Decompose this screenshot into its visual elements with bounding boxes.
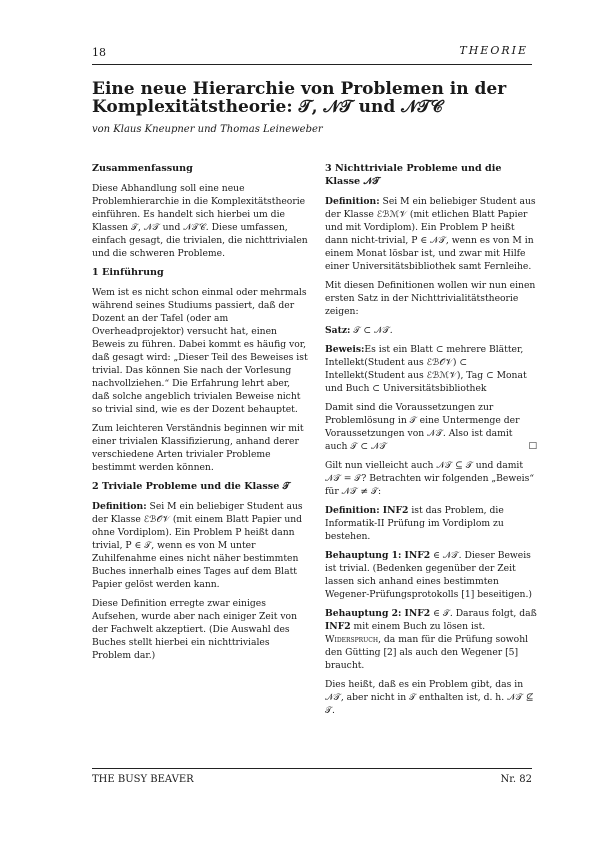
paragraph: Diese Definition erregte zwar einiges Aufsehen, wurde aber nach einiger Zeit von der Fachwelt akzeptiert. (Die Auswahl des Buches stellt hierbei ein nichttriviales Problem dar.) — [92, 598, 297, 661]
theorem — [325, 324, 537, 337]
definition-text: ist das Problem, die Informatik-II Prüfung im Vordiplom zu bestehen. — [325, 505, 504, 542]
left-column — [92, 162, 308, 668]
journal-name: THE BUSY BEAVER — [92, 774, 194, 785]
theorem-text: 𝒯 ⊂ 𝒩𝒯. — [350, 325, 393, 336]
claim-paragraph — [325, 549, 537, 601]
theorem-label: Satz: — [325, 325, 351, 336]
proof-label: Beweis: — [325, 344, 365, 355]
right-column — [325, 162, 537, 723]
definition-label: Definition: INF2 — [325, 505, 409, 516]
header-rule — [92, 64, 532, 65]
claim-term: INF2 — [325, 621, 351, 632]
definition-paragraph — [92, 500, 308, 591]
claim-text: ∈ 𝒩𝒯. Dieser Beweis ist trivial. (Bedenken gegenüber der Zeit lassen sich anhand eines bestimmten Wegener-Prüfungsprotokolls [1] beseitigen.) — [325, 550, 532, 600]
page-number: 18 — [92, 46, 106, 59]
paragraph: Zum leichteren Verständnis beginnen wir mit einer trivialen Klassifizierung, anhand derer verschiedene Arten trivialer Probleme bestimmt werden können. — [92, 423, 304, 473]
paragraph: Wem ist es nicht schon einmal oder mehrmals während seines Studiums passiert, daß der Dozent an der Tafel (oder am Overheadprojektor) versucht hat, einen Beweis zu führen. Dabei kommt es häufig vor, daß gesagt wird: „Dieser Teil des Beweises ist trivial. Das können Sie nach der Vorlesung nachvollziehen.“ Die Erfahrung lehrt aber, daß solche angeblich trivialen Beweise nicht so trivial sind, wie es der Dozent behauptet. — [92, 287, 308, 415]
claim-text: mit einem Buch zu lösen ist. — [350, 621, 486, 632]
footer-rule — [92, 768, 532, 769]
section-heading: 3 Nichttriviale Probleme und die Klasse 𝒩𝒯 — [325, 163, 502, 187]
section-heading: Zusammenfassung — [92, 163, 193, 174]
claim-paragraph — [325, 607, 537, 672]
section-heading: 1 Einführung — [92, 267, 164, 278]
claim-label: Behauptung 2: INF2 — [325, 608, 431, 619]
definition-text: Sei M ein beliebiger Student aus der Klasse ℰℬ𝒪𝒱 (mit einem Blatt Papier und ohne Vordiplom). Ein Problem P heißt dann trivial, P ∈ 𝒯, wenn es von M unter Zuhilfenahme eines nicht näher bestimmten Buches innerhalb eines Tages auf dem Blatt Papier gelöst werden kann. — [92, 501, 303, 590]
proof-text: Es ist ein Blatt ⊂ mehrere Blätter, Intellekt(Student aus ℰℬ𝒪𝒱) ⊂ Intellekt(Student aus ℰℬℳ𝒱), Tag ⊂ Monat und Buch ⊂ Universitätsbibliothek — [325, 344, 527, 394]
claim-text: , da man für die Prüfung sowohl den Gütting [2] als auch den Wegener [5] braucht. — [325, 634, 529, 671]
qed-symbol: □ — [528, 441, 537, 451]
page-header — [92, 44, 528, 64]
paragraph: Dies heißt, daß es ein Problem gibt, das in 𝒩𝒯, aber nicht in 𝒯 enthalten ist, d. h. 𝒩𝒯 ⊈ 𝒯. — [325, 679, 534, 716]
definition-label: Definition: — [325, 196, 380, 207]
proof — [325, 343, 537, 395]
definition-text: Sei M ein beliebiger Student aus der Klasse ℰℬℳ𝒱 (mit etlichen Blatt Papier und mit Vordiplom). Ein Problem P heißt dann nicht-trivial, P ∈ 𝒩𝒯, wenn es von M in einem Monat lösbar ist, und zwar mit Hilfe einer Universitätsbibliothek samt Fernleihe. — [325, 196, 536, 272]
claim-label: Behauptung 1: INF2 — [325, 550, 431, 561]
section-running-head: THEORIE — [459, 44, 528, 57]
definition-label: Definition: — [92, 501, 147, 512]
paragraph — [325, 401, 537, 453]
paragraph: Mit diesen Definitionen wollen wir nun einen ersten Satz in der Nichttrivialitätstheorie zeigen: — [325, 280, 536, 317]
claim-text: ∈ 𝒯. Daraus folgt, daß — [430, 608, 537, 619]
contradiction-word: Widerspruch — [325, 634, 379, 645]
paragraph: Diese Abhandlung soll eine neue Problemhierarchie in die Komplexitätstheorie einführen. Es handelt sich hierbei um die Klassen 𝒯, 𝒩𝒯 und 𝒩𝒯𝒞. Diese umfassen, einfach gesagt, die trivialen, die nichttrivialen und die schweren Probleme. — [92, 183, 308, 259]
section-heading: 2 Triviale Probleme und die Klasse 𝒯 — [92, 481, 290, 492]
article-title: Eine neue Hierarchie von Problemen in der Komplexitätstheorie: 𝒯, 𝒩𝒯 und 𝒩𝒯𝒞 — [92, 79, 507, 117]
paragraph: Gilt nun vielleicht auch 𝒩𝒯 ⊆ 𝒯 und damit 𝒩𝒯 = 𝒯? Betrachten wir folgenden „Beweis“ für 𝒩𝒯 ≠ 𝒯: — [325, 460, 535, 497]
definition-paragraph — [325, 504, 537, 543]
issue-number: Nr. 82 — [500, 774, 532, 785]
definition-paragraph — [325, 195, 537, 273]
article-authors: von Klaus Kneupner und Thomas Leineweber — [92, 124, 323, 135]
proof-conclusion: Damit sind die Voraussetzungen zur Problemlösung in 𝒯 eine Untermenge der Voraussetzungen von 𝒩𝒯. Also ist damit auch 𝒯 ⊂ 𝒩𝒯 — [325, 402, 520, 452]
